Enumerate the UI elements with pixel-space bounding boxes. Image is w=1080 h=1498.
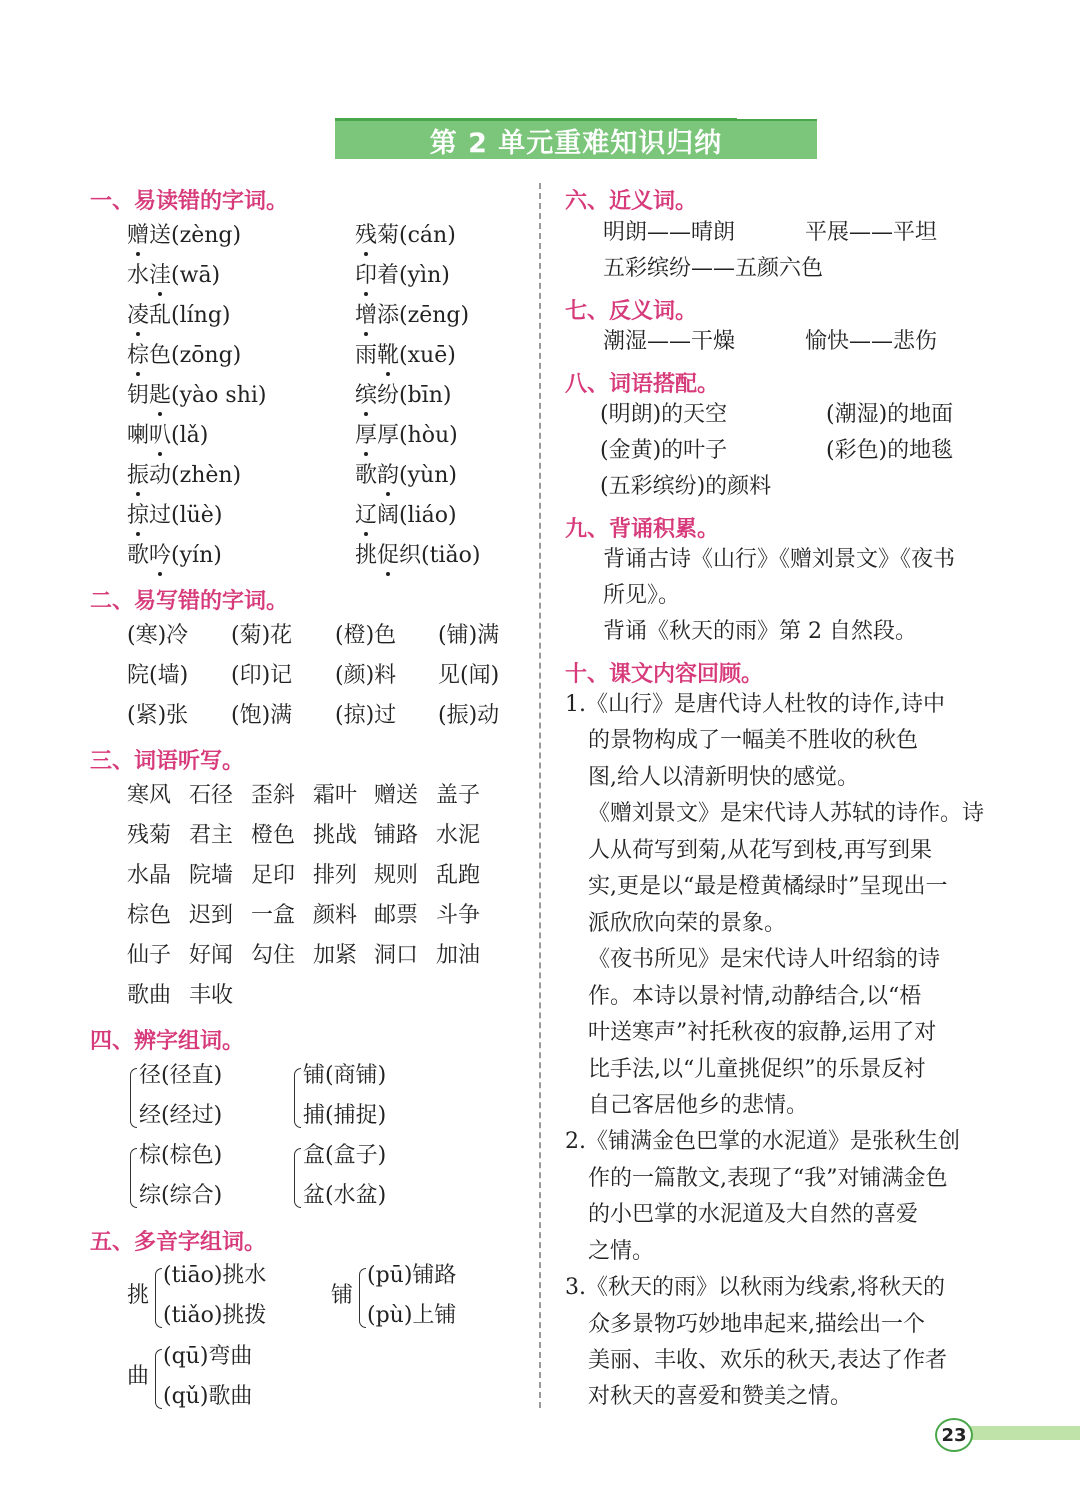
s3-word: 挑战 [313,823,358,848]
section-10-heading: 十、课文内容回顾。 [565,662,764,687]
s1-left-0: 赠送(zèng) [127,223,242,248]
antonym-pair: 潮湿——干燥 [603,329,736,354]
s3-word: 院墙 [189,863,234,888]
collocation: (彩色)的地毯 [826,438,954,463]
collocation: (潮湿)的地面 [826,402,954,427]
s4-word: 棕(棕色) [139,1143,223,1168]
s5-word: (tiāo)挑水 [163,1263,267,1288]
review-line: 《赠刘景文》是宋代诗人苏轼的诗作。诗 [588,801,985,826]
s1-left-1: 水洼(wā) [127,263,221,288]
s3-word: 加油 [436,943,481,968]
s2-word: 院(墙) [127,663,189,688]
review-line: 2.《铺满金色巴掌的水泥道》是张秋生创 [565,1129,960,1154]
s1-left-3: 棕色(zōng) [127,343,242,368]
s3-word: 橙色 [251,823,296,848]
s3-word: 勾住 [251,943,296,968]
synonym-pair: 平展——平坦 [805,220,938,245]
s1-right-7: 辽阔(liáo) [355,503,457,528]
s2-word: (寒)冷 [127,623,189,648]
recite-line: 所见》。 [603,583,681,608]
s3-word: 加紧 [313,943,358,968]
review-line: 的景物构成了一幅美不胜收的秋色 [588,728,919,753]
synonym-pair: 五彩缤纷——五颜六色 [603,256,824,281]
review-line: 《夜书所见》是宋代诗人叶绍翁的诗 [588,947,941,972]
s5-word: (tiǎo)挑拨 [163,1303,267,1328]
s1-left-4: 钥匙(yào shi) [127,383,267,408]
s3-word: 君主 [189,823,234,848]
s1-left-8: 歌吟(yín) [127,543,222,568]
s3-word: 斗争 [436,903,481,928]
review-line: 的小巴掌的水泥道及大自然的喜爱 [588,1202,919,1227]
s3-word: 仙子 [127,943,172,968]
s4-word: 经(经过) [139,1103,223,1128]
section-2-heading: 二、易写错的字词。 [90,589,289,614]
s4-word: 捕(捕捉) [303,1103,387,1128]
column-divider [539,183,541,1408]
review-line: 1.《山行》是唐代诗人杜牧的诗作,诗中 [565,692,945,717]
s5-word: (qū)弯曲 [163,1344,253,1369]
s1-left-6: 振动(zhèn) [127,463,242,488]
review-line: 美丽、丰收、欢乐的秋天,表达了作者 [588,1348,947,1373]
s2-word: (紧)张 [127,703,189,728]
s3-word: 邮票 [374,903,419,928]
s3-word: 残菊 [127,823,172,848]
s1-right-1: 印着(yìn) [355,263,450,288]
s1-left-2: 凌乱(líng) [127,303,231,328]
s1-right-6: 歌韵(yùn) [355,463,457,488]
section-9-heading: 九、背诵积累。 [565,517,720,542]
s3-word: 规则 [374,863,419,888]
s3-word: 足印 [251,863,296,888]
collocation: (明朗)的天空 [600,402,728,427]
review-line: 实,更是以“最是橙黄橘绿时”呈现出一 [588,874,948,899]
brace [155,1349,162,1409]
s3-word: 赠送 [374,783,419,808]
section-4-heading: 四、辨字组词。 [90,1029,245,1054]
s4-word: 盆(水盆) [303,1183,387,1208]
s3-word: 一盒 [251,903,296,928]
brace [359,1268,366,1328]
review-line: 众多景物巧妙地串起来,描绘出一个 [588,1312,925,1337]
collocation: (金黄)的叶子 [600,438,728,463]
s3-word: 丰收 [189,983,234,1008]
review-line: 作。本诗以景衬情,动静结合,以“梧 [588,984,922,1009]
section-6-heading: 六、近义词。 [565,189,698,214]
review-line: 作的一篇散文,表现了“我”对铺满金色 [588,1166,948,1191]
review-line: 比手法,以“儿童挑促织”的乐景反衬 [588,1057,926,1082]
antonym-pair: 愉快——悲伤 [805,329,938,354]
s3-word: 迟到 [189,903,234,928]
s3-word: 好闻 [189,943,234,968]
s1-right-4: 缤纷(bīn) [355,383,452,408]
page-number: 23 [935,1418,973,1452]
review-line: 人从荷写到菊,从花写到枝,再写到果 [588,838,932,863]
s4-word: 综(综合) [139,1183,223,1208]
s2-word: (菊)花 [231,623,293,648]
review-line: 派欣欣向荣的景象。 [588,911,787,936]
section-1-heading: 一、易读错的字词。 [90,189,289,214]
s3-word: 水泥 [436,823,481,848]
review-line: 3.《秋天的雨》以秋雨为线索,将秋天的 [565,1275,945,1300]
s1-right-0: 残菊(cán) [355,223,456,248]
synonym-pair: 明朗——晴朗 [603,220,736,245]
s3-word: 寒风 [127,783,172,808]
s2-word: 见(闻) [438,663,500,688]
s3-word: 洞口 [374,943,419,968]
brace [130,1068,137,1128]
page-title: 第 2 单元重难知识归纳 [429,127,723,159]
s3-word: 歌曲 [127,983,172,1008]
recite-line: 背诵《秋天的雨》第 2 自然段。 [603,619,917,644]
s2-word: (橙)色 [335,623,397,648]
s2-word: (颜)料 [335,663,397,688]
recite-line: 背诵古诗《山行》《赠刘景文》《夜书 [603,547,956,572]
s3-word: 石径 [189,783,234,808]
brace [155,1268,162,1328]
s3-word: 排列 [313,863,358,888]
s2-word: (振)动 [438,703,500,728]
review-line: 对秋天的喜爱和赞美之情。 [588,1384,853,1409]
s3-word: 乱跑 [436,863,481,888]
s5-char: 铺 [331,1283,354,1308]
section-3-heading: 三、词语听写。 [90,749,245,774]
s5-word: (qǔ)歌曲 [163,1384,253,1409]
s4-word: 盒(盒子) [303,1143,387,1168]
s3-word: 铺路 [374,823,419,848]
s3-word: 棕色 [127,903,172,928]
brace [294,1148,301,1208]
section-5-heading: 五、多音字组词。 [90,1230,267,1255]
s1-right-2: 增添(zēng) [355,303,470,328]
s2-word: (饱)满 [231,703,293,728]
brace [294,1068,301,1128]
s3-word: 颜料 [313,903,358,928]
s1-left-5: 喇叭(lǎ) [127,423,209,448]
brace [130,1148,137,1208]
s2-word: (铺)满 [438,623,500,648]
s3-word: 盖子 [436,783,481,808]
s5-word: (pù)上铺 [367,1303,457,1328]
page-number-bar [955,1426,1080,1440]
s4-word: 铺(商铺) [303,1063,387,1088]
review-line: 叶送寒声”衬托秋夜的寂静,运用了对 [588,1020,937,1045]
s5-word: (pū)铺路 [367,1263,457,1288]
review-line: 自己客居他乡的悲情。 [588,1093,809,1118]
s1-right-3: 雨靴(xuē) [355,343,456,368]
s3-word: 水晶 [127,863,172,888]
review-line: 图,给人以清新明快的感觉。 [588,765,859,790]
s5-char: 挑 [127,1283,150,1308]
title-notch [737,115,817,119]
s3-word: 霜叶 [313,783,358,808]
s2-word: (掠)过 [335,703,397,728]
review-line: 之情。 [588,1239,655,1264]
s3-word: 歪斜 [251,783,296,808]
s1-left-7: 掠过(lüè) [127,503,223,528]
s4-word: 径(径直) [139,1063,223,1088]
section-7-heading: 七、反义词。 [565,299,698,324]
s2-word: (印)记 [231,663,293,688]
s5-char: 曲 [127,1364,150,1389]
s1-right-8: 挑促织(tiǎo) [355,543,481,568]
s1-right-5: 厚厚(hòu) [355,423,458,448]
section-8-heading: 八、词语搭配。 [565,372,720,397]
title-banner [335,118,817,159]
collocation: (五彩缤纷)的颜料 [600,474,772,499]
